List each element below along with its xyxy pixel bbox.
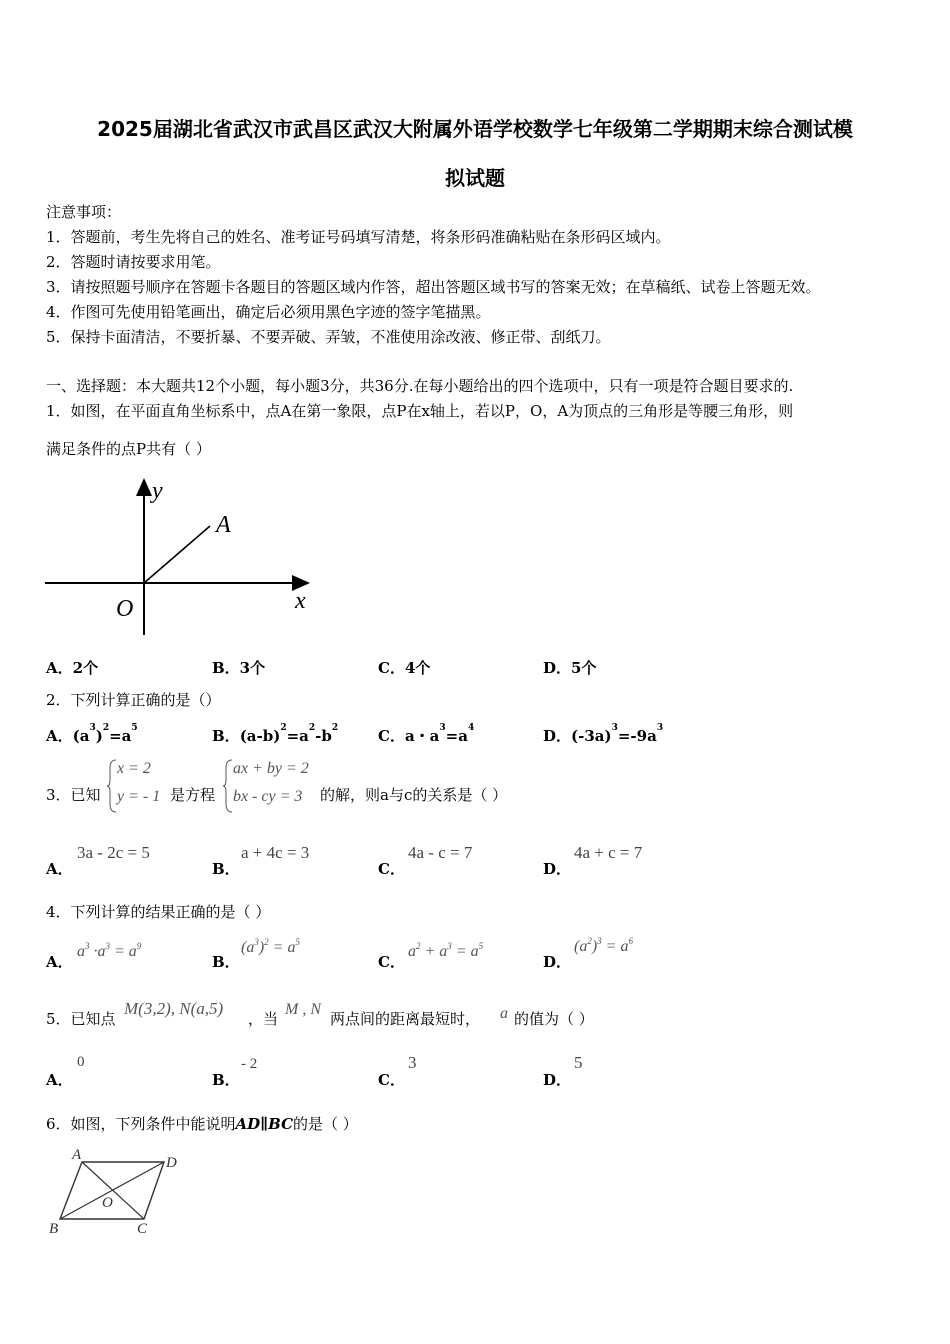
q4-option-d[interactable]: $(a^2)^3 = a^6$ [574, 936, 633, 955]
point-a-label: A [216, 512, 231, 538]
question-4-stem: 4．下列计算的结果正确的是（ ） [46, 903, 271, 921]
q1-option-d[interactable]: D．5个 [543, 659, 597, 677]
label-d: D [166, 1155, 177, 1171]
label-a: A [72, 1147, 82, 1163]
q2-option-c[interactable]: C．a・$a^3=a^4$ [378, 723, 475, 745]
system1-eq1: x = 2 [117, 760, 151, 777]
q1-option-b[interactable]: B．3个 [212, 659, 266, 677]
q3-option-d[interactable]: 4a + c = 7 [574, 843, 643, 862]
q5-var: a [500, 1005, 508, 1022]
question-1-stem-continued: 满足条件的点P共有（ ） [46, 440, 211, 458]
x-axis-label: x [295, 588, 306, 614]
question-6-stem: 6．如图，下列条件中能说明AD∥BC的是（ ） [46, 1115, 358, 1133]
q4-option-c[interactable]: $a^2 + a^3 = a^5$ [408, 941, 484, 960]
q5-mn: M , N [285, 1001, 321, 1018]
q3-option-a[interactable]: 3a - 2c = 5 [77, 843, 150, 862]
q4-option-a-letter[interactable]: A． [46, 953, 73, 971]
system2-eq2: bx - cy = 3 [233, 788, 303, 805]
notice-item: 1．答题前，考生先将自己的姓名、准考证号码填写清楚，将条形码准确粘贴在条形码区域内。 [46, 228, 671, 246]
q3-option-b[interactable]: a + 4c = 3 [241, 843, 310, 862]
label-b: B [49, 1221, 59, 1237]
notice-heading: 注意事项： [46, 203, 122, 221]
q4-option-b[interactable]: $(a^3)^2 = a^5$ [241, 937, 300, 956]
question-5-prefix: 5．已知点 [46, 1010, 116, 1028]
q3-option-d-letter[interactable]: D． [543, 860, 572, 878]
notice-item: 3．请按照题号顺序在答题卡各题目的答题区域内作答，超出答题区域书写的答案无效；在草稿纸、试卷上答题无效。 [46, 278, 821, 296]
q5-points: M(3,2), N(a,5) [124, 999, 224, 1018]
system1-eq2: y = - 1 [117, 788, 161, 805]
notice-item: 4．作图可先使用铅笔画出，确定后必须用黑色字迹的签字笔描黑。 [46, 303, 491, 321]
segment-oa [144, 526, 210, 583]
q2-option-b[interactable]: B．$(a-b)^2=a^2-b^2$ [212, 723, 339, 745]
q4-option-b-letter[interactable]: B． [212, 953, 240, 971]
y-axis-label: y [152, 478, 163, 504]
q2-option-d[interactable]: D．$(-3a)^3=-9a^3$ [543, 723, 664, 745]
q5-option-b[interactable]: - 2 [241, 1056, 258, 1072]
question-1-figure [40, 470, 330, 640]
q3-option-c-letter[interactable]: C． [378, 860, 405, 878]
page-title: 2025届湖北省武汉市武昌区武汉大附属外语学校数学七年级第二学期期末综合测试模 [97, 117, 853, 141]
q5-middle: 两点间的距离最短时， [330, 1010, 481, 1028]
notice-item: 2．答题时请按要求用笔。 [46, 253, 221, 271]
question-6-figure [44, 1145, 194, 1240]
label-o: O [102, 1195, 113, 1211]
notice-item: 5．保持卡面清洁，不要折暴、不要弄破、弄皱，不准使用涂改液、修正带、刮纸刀。 [46, 328, 611, 346]
q2-option-a[interactable]: A．$(a^3)^2=a^5$ [46, 723, 138, 745]
q4-option-d-letter[interactable]: D． [543, 953, 572, 971]
question-3-suffix: 的解，则a与c的关系是（ ） [320, 786, 508, 804]
q5-comma: ，当 [248, 1010, 279, 1028]
section-heading: 一、选择题：本大题共12个小题，每小题3分，共36分.在每小题给出的四个选项中，只有一项是符合题目要求的. [46, 377, 794, 395]
system2-eq1: ax + by = 2 [233, 760, 309, 777]
q3-option-b-letter[interactable]: B． [212, 860, 240, 878]
page-title-continued: 拟试题 [445, 166, 505, 190]
q5-suffix: 的值为（ ） [514, 1010, 594, 1028]
q3-option-c[interactable]: 4a - c = 7 [408, 843, 473, 862]
q5-option-c[interactable]: 3 [408, 1053, 417, 1072]
q5-option-c-letter[interactable]: C． [378, 1071, 405, 1089]
question-1-stem: 1．如图，在平面直角坐标系中，点A在第一象限，点P在x轴上，若以P，O，A为顶点的三角形是等腰三角形，则 [46, 402, 794, 420]
q1-option-c[interactable]: C．4个 [378, 659, 431, 677]
q5-option-d-letter[interactable]: D． [543, 1071, 572, 1089]
q5-option-a[interactable]: 0 [77, 1054, 85, 1070]
question-3-prefix: 3．已知 [46, 786, 101, 804]
q5-option-b-letter[interactable]: B． [212, 1071, 240, 1089]
q5-option-d[interactable]: 5 [574, 1053, 583, 1072]
q3-option-a-letter[interactable]: A． [46, 860, 73, 878]
question-2-stem: 2．下列计算正确的是（） [46, 691, 221, 709]
q5-option-a-letter[interactable]: A． [46, 1071, 73, 1089]
q4-option-c-letter[interactable]: C． [378, 953, 405, 971]
question-3-middle: 是方程 [170, 786, 216, 804]
q1-option-a[interactable]: A．2个 [46, 659, 99, 677]
origin-label: O [116, 596, 134, 622]
label-c: C [137, 1221, 148, 1237]
q4-option-a[interactable]: $a^3 \cdot a^3 = a^9$ [77, 941, 142, 960]
